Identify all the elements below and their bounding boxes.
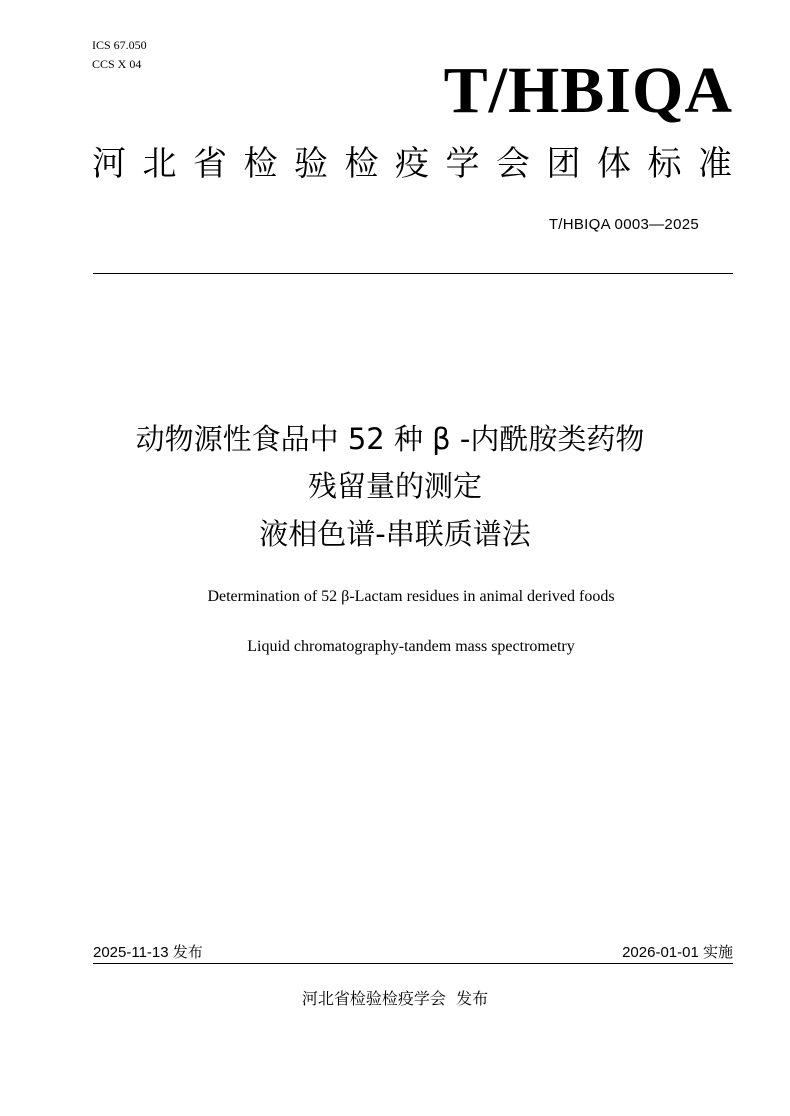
heading-char: 疫 [395, 144, 429, 184]
header-divider [93, 273, 733, 274]
publisher: 河北省检验检疫学会 发布 [301, 989, 489, 1008]
organization-standard-heading [92, 142, 732, 186]
ics-code: ICS 67.050 [92, 38, 147, 52]
heading-char: 河 [92, 144, 126, 184]
english-title-line-2: Liquid chromatography-tandem mass spectrometry [247, 638, 575, 655]
heading-char: 准 [698, 144, 732, 184]
heading-char: 团 [546, 144, 581, 184]
implementation-date: 2026-01-01 实施 [622, 944, 733, 961]
heading-char: 学 [445, 144, 480, 184]
title-line-3: 液相色谱-串联质谱法 [259, 517, 531, 551]
english-title-line-1: Determination of 52 β-Lactam residues in animal derived foods [207, 588, 615, 605]
title-line-2: 残留量的测定 [307, 469, 482, 503]
standard-number: T/HBIQA 0003—2025 [548, 216, 699, 233]
heading-char: 体 [597, 144, 631, 184]
heading-char: 检 [344, 144, 379, 184]
title-line-1: 动物源性食品中 52 种 β -内酰胺类药物 [135, 422, 645, 456]
standard-logo: T/HBIQA [443, 54, 733, 127]
ccs-code: CCS X 04 [92, 57, 142, 71]
issue-date: 2025-11-13 发布 [93, 944, 203, 961]
heading-char: 检 [243, 144, 278, 184]
footer-divider [93, 963, 733, 964]
heading-char: 会 [496, 144, 530, 184]
heading-char: 省 [193, 144, 227, 184]
heading-char: 标 [647, 144, 682, 184]
heading-char: 北 [142, 144, 177, 184]
heading-char: 验 [294, 144, 328, 184]
